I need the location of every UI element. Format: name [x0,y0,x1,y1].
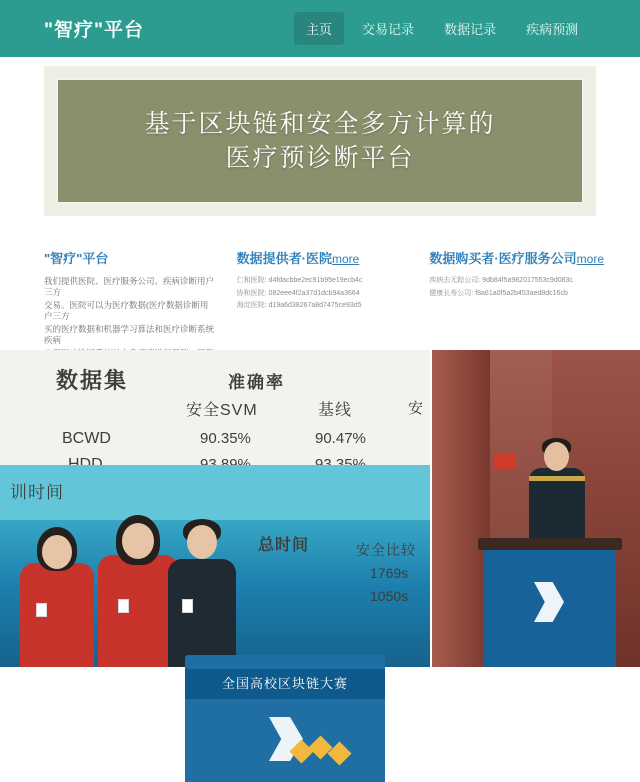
slide-time-heading: 总时间 [258,537,310,554]
speaker-head [544,442,569,471]
person-left-head [42,535,72,569]
podium-text: 全国高校区块链大赛 [221,676,348,691]
person-left-badge [36,603,47,617]
slide-col-baseline: 基线 [318,402,353,419]
hero-frame [56,78,584,204]
provider-item-1: 仁和医院: d4fdacbbe2ec91b95e19ecb4c [236,277,363,284]
slide-security-compare-label: 安全比较 [356,542,416,558]
slide-row-bcwd-baseline: 90.47% [315,430,366,447]
column-platform-title: "智疗"平台 [44,251,109,266]
speaker-podium-logo-icon [534,582,564,622]
slide-time-value-2: 1050s [370,588,409,604]
slide-side-text: 训时间 [10,483,64,502]
column-data-buyers-body [429,276,604,299]
column-data-providers-more-link[interactable]: more [332,252,360,266]
presentation-slide-photo [0,350,430,691]
column-data-providers-title [237,248,408,267]
nav-item-data-records[interactable]: 数据记录 [444,22,497,37]
column-data-providers-body [237,276,408,312]
person-middle-badge [118,599,129,613]
diamond-icon-1 [289,739,313,763]
person-left [18,527,96,667]
slide-row-bcwd-label: BCWD [62,430,111,447]
person-middle-head [122,523,154,559]
navbar [0,0,640,57]
slide-time-value-1: 1769s [370,565,409,581]
slide-col-partial: 安 [408,400,424,417]
slide-col-safe-svm: 安全SVM [186,402,258,419]
slide-dataset-heading: 数据集 [56,368,129,393]
person-right-badge [182,599,193,613]
person-right-head [187,525,217,559]
nav-item-disease-prediction[interactable]: 疾病预测 [526,22,579,37]
nav-item-transactions[interactable]: 交易记录 [362,22,415,37]
buyer-item-2: 健康长寿公司: f8a61a0f5a2b453aed8dc16cb [429,289,568,297]
column-data-buyers-more-link[interactable]: more [576,252,604,266]
photo-area [0,350,640,691]
hero-banner [44,66,596,216]
nav-item-home[interactable]: 主页 [294,12,344,45]
column-platform-p1: 我们提供医院、医疗服务公司、疾病诊断用户三方 [44,276,215,297]
auditorium-wall [0,465,430,520]
hero-title-line-1: 基于区块链和安全多方计算的 [144,110,496,138]
speaker-podium [484,546,616,667]
speaker-photo-curtain [432,350,490,667]
person-left-body [20,563,94,667]
provider-item-3: 海淀医院: d19a6d38267a8d7475ce93d5 [236,302,362,309]
column-platform-p2: 交易。医院可以为医疗数据(医疗数据诊断用户三方 [44,300,209,321]
column-platform-p3: 买的医疗数据和机器学习算法和医疗诊断系统疾病 [44,324,215,345]
speaker-photo-red-box [494,453,516,469]
provider-item-2: 协和医院: 082eee4f2a37d1dcb94a3664 [236,289,360,297]
speaker-jacket-stripe [529,476,585,481]
auditorium-photo [0,465,430,691]
podium-diamond-icons [293,739,363,765]
person-right [166,519,238,667]
speaker-photo [432,350,640,667]
person-right-body [168,559,236,667]
speaker-podium-top [478,538,622,550]
brand-title[interactable]: "智疗"平台 [44,20,145,41]
buyer-item-1: 疾病去无踪公司: 9db84f5a982017553c9d083c [429,277,573,284]
slide-accuracy-heading: 准确率 [228,373,285,392]
column-data-buyers-title [429,248,604,267]
column-data-providers-title-text: 数据提供者·医院 [236,251,332,266]
podium [185,655,385,782]
hero-title-line-2: 医疗预诊断平台 [225,144,415,172]
column-data-buyers-title-text: 数据购买者·医疗服务公司 [429,251,577,266]
nav-links [294,12,590,45]
slide-row-bcwd-safe-svm: 90.35% [200,430,251,447]
